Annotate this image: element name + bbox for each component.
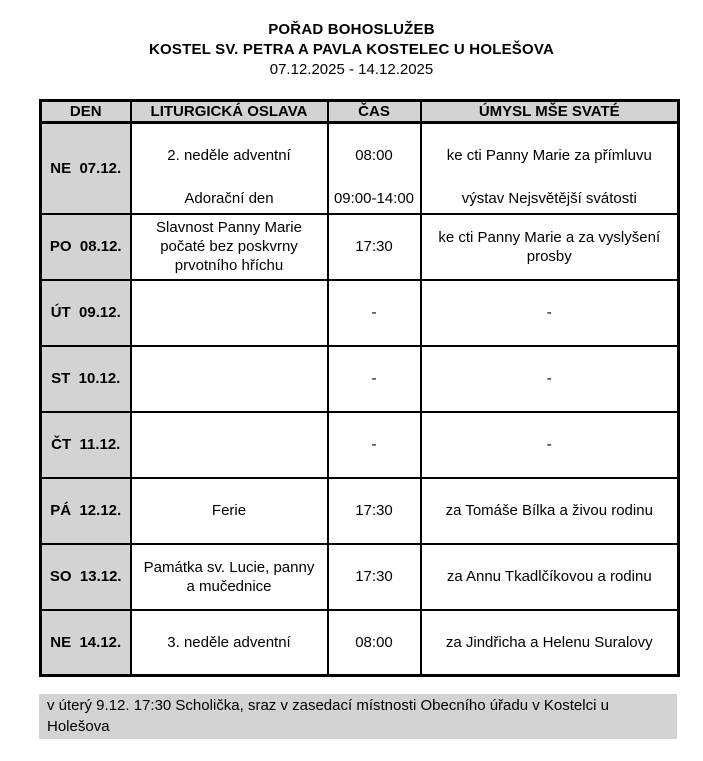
- table-row: [41, 214, 679, 280]
- time-secondary: 09:00-14:00: [333, 190, 415, 208]
- time-cell: 17:30: [328, 214, 421, 280]
- intent-secondary: výstav Nejsvětější svátosti: [461, 190, 637, 208]
- time-split: [329, 125, 420, 212]
- table-row: [41, 280, 679, 346]
- liturgy-split: [132, 125, 327, 212]
- church-name: KOSTEL SV. PETRA A PAVLA KOSTELEC U HOLEŠOVA: [149, 41, 554, 58]
- page-title: POŘAD BOHOSLUŽEB: [268, 21, 435, 38]
- time-cell: -: [328, 346, 421, 412]
- day-cell: SO 13.12.: [41, 544, 131, 610]
- table-row: [41, 412, 679, 478]
- intent-cell: -: [421, 280, 679, 346]
- day-cell: ČT 11.12.: [41, 412, 131, 478]
- intent-cell: -: [421, 346, 679, 412]
- schedule-table: [39, 99, 680, 677]
- liturgy-cell: [131, 123, 328, 214]
- time-cell: -: [328, 412, 421, 478]
- date-range: 07.12.2025 - 14.12.2025: [269, 61, 434, 78]
- liturgy-cell: Ferie: [131, 478, 328, 544]
- liturgy-cell: Slavnost Panny Marie počaté bez poskvrny prvotního hříchu: [131, 214, 328, 280]
- column-header-cas: ČAS: [328, 101, 421, 123]
- liturgy-primary: 2. neděle adventní: [167, 146, 291, 164]
- liturgy-cell: [131, 346, 328, 412]
- document-header: [0, 0, 703, 80]
- column-header-umysl-mse-svate: ÚMYSL MŠE SVATÉ: [421, 101, 679, 123]
- day-cell: PO 08.12.: [41, 214, 131, 280]
- intent-split: [422, 125, 678, 212]
- day-cell: NE 07.12.: [41, 123, 131, 214]
- liturgy-cell: [131, 280, 328, 346]
- table-row: [41, 346, 679, 412]
- intent-primary: ke cti Panny Marie za přímluvu: [446, 146, 652, 164]
- table-row: [41, 123, 679, 214]
- intent-cell: ke cti Panny Marie a za vyslyšení prosby: [421, 214, 679, 280]
- intent-cell: -: [421, 412, 679, 478]
- liturgy-secondary: Adorační den: [184, 190, 274, 208]
- time-cell: 17:30: [328, 544, 421, 610]
- table-row: [41, 610, 679, 676]
- time-cell: -: [328, 280, 421, 346]
- time-primary: 08:00: [355, 146, 393, 164]
- column-header-den: DEN: [41, 101, 131, 123]
- day-cell: PÁ 12.12.: [41, 478, 131, 544]
- time-cell: [328, 123, 421, 214]
- intent-cell: za Tomáše Bílka a živou rodinu: [421, 478, 679, 544]
- table-row: [41, 544, 679, 610]
- header-row: [41, 101, 679, 123]
- day-cell: ÚT 09.12.: [41, 280, 131, 346]
- day-cell: ST 10.12.: [41, 346, 131, 412]
- intent-cell: za Annu Tkadlčíkovou a rodinu: [421, 544, 679, 610]
- table-row: [41, 478, 679, 544]
- time-cell: 08:00: [328, 610, 421, 676]
- column-header-liturgicka-oslava: LITURGICKÁ OSLAVA: [131, 101, 328, 123]
- liturgy-cell: [131, 412, 328, 478]
- liturgy-cell: 3. neděle adventní: [131, 610, 328, 676]
- footer-note: v úterý 9.12. 17:30 Scholička, sraz v zasedací místnosti Obecního úřadu v Kostelci u Holešova: [39, 694, 677, 739]
- intent-cell: za Jindřicha a Helenu Suralovy: [421, 610, 679, 676]
- intent-cell: [421, 123, 679, 214]
- time-cell: 17:30: [328, 478, 421, 544]
- day-cell: NE 14.12.: [41, 610, 131, 676]
- liturgy-cell: Památka sv. Lucie, panny a mučednice: [131, 544, 328, 610]
